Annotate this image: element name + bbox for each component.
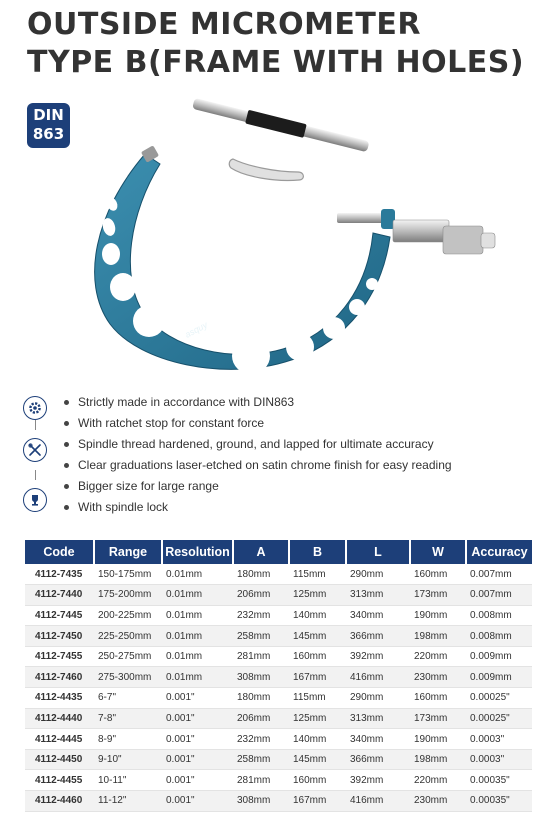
table-cell: 308mm xyxy=(233,667,289,688)
table-cell: 4112-7435 xyxy=(25,564,94,585)
table-cell: 275-300mm xyxy=(94,667,162,688)
setting-standard-rod xyxy=(192,96,370,153)
table-cell: 140mm xyxy=(289,605,346,626)
table-cell: 4112-7450 xyxy=(25,626,94,647)
feature-item: With ratchet stop for constant force xyxy=(64,413,452,434)
table-cell: 8-9" xyxy=(94,729,162,750)
table-cell: 290mm xyxy=(346,564,410,585)
table-cell: 160mm xyxy=(289,646,346,667)
table-cell: 230mm xyxy=(410,791,466,812)
table-cell: 392mm xyxy=(346,770,410,791)
table-cell: 145mm xyxy=(289,626,346,647)
table-cell: 0.001" xyxy=(162,708,233,729)
table-cell: 0.01mm xyxy=(162,564,233,585)
table-row xyxy=(25,688,532,709)
table-cell: 125mm xyxy=(289,585,346,606)
table-cell: 10-11" xyxy=(94,770,162,791)
c-frame xyxy=(95,154,390,369)
table-cell: 220mm xyxy=(410,770,466,791)
table-row xyxy=(25,749,532,770)
table-row xyxy=(25,585,532,606)
header-code: Code xyxy=(25,540,94,564)
table-cell: 392mm xyxy=(346,646,410,667)
table-cell: 190mm xyxy=(410,605,466,626)
feature-item: Clear graduations laser-etched on satin chrome finish for easy reading xyxy=(64,455,452,476)
table-cell: 0.00025" xyxy=(466,688,532,709)
spec-table xyxy=(25,540,532,812)
table-row xyxy=(25,770,532,791)
table-cell: 225-250mm xyxy=(94,626,162,647)
din-badge-line-1: DIN xyxy=(33,106,64,124)
table-cell: 0.01mm xyxy=(162,667,233,688)
table-cell: 167mm xyxy=(289,667,346,688)
feature-item: Strictly made in accordance with DIN863 xyxy=(64,392,452,413)
table-cell: 0.001" xyxy=(162,729,233,750)
table-row xyxy=(25,791,532,812)
spanner-wrench xyxy=(229,159,303,180)
table-cell: 4112-7445 xyxy=(25,605,94,626)
feature-item: Bigger size for large range xyxy=(64,476,452,497)
table-cell: 366mm xyxy=(346,749,410,770)
table-cell: 230mm xyxy=(410,667,466,688)
table-cell: 0.00035" xyxy=(466,770,532,791)
header-range: Range xyxy=(94,540,162,564)
table-cell: 206mm xyxy=(233,585,289,606)
table-cell: 232mm xyxy=(233,605,289,626)
sleeve xyxy=(393,220,449,242)
table-cell: 0.0003" xyxy=(466,749,532,770)
thimble xyxy=(443,226,483,254)
table-cell: 4112-4440 xyxy=(25,708,94,729)
din-badge xyxy=(27,103,70,148)
table-cell: 4112-7460 xyxy=(25,667,94,688)
table-cell: 4112-4455 xyxy=(25,770,94,791)
table-cell: 0.001" xyxy=(162,688,233,709)
table-cell: 160mm xyxy=(289,770,346,791)
table-cell: 0.007mm xyxy=(466,564,532,585)
table-cell: 125mm xyxy=(289,708,346,729)
table-row xyxy=(25,626,532,647)
table-cell: 0.009mm xyxy=(466,646,532,667)
table-cell: 0.001" xyxy=(162,749,233,770)
table-row xyxy=(25,646,532,667)
table-cell: 115mm xyxy=(289,564,346,585)
table-row xyxy=(25,667,532,688)
table-cell: 4112-7440 xyxy=(25,585,94,606)
table-cell: 308mm xyxy=(233,791,289,812)
table-row xyxy=(25,605,532,626)
brand-mark: asquy xyxy=(183,319,210,340)
table-cell: 4112-4445 xyxy=(25,729,94,750)
table-cell: 4112-4450 xyxy=(25,749,94,770)
trophy-icon xyxy=(23,488,47,512)
header-w: W xyxy=(410,540,466,564)
table-cell: 220mm xyxy=(410,646,466,667)
header-resolution: Resolution xyxy=(162,540,233,564)
table-cell: 281mm xyxy=(233,770,289,791)
feature-icon-column xyxy=(22,396,48,512)
table-cell: 366mm xyxy=(346,626,410,647)
table-cell: 198mm xyxy=(410,626,466,647)
table-cell: 0.01mm xyxy=(162,646,233,667)
feature-item: With spindle lock xyxy=(64,497,452,518)
table-row xyxy=(25,729,532,750)
table-cell: 0.007mm xyxy=(466,585,532,606)
table-cell: 0.001" xyxy=(162,791,233,812)
feature-item: Spindle thread hardened, ground, and lapped for ultimate accuracy xyxy=(64,434,452,455)
header-b: B xyxy=(289,540,346,564)
table-cell: 160mm xyxy=(410,564,466,585)
table-cell: 232mm xyxy=(233,729,289,750)
header-a: A xyxy=(233,540,289,564)
title-line-2: TYPE B(FRAME WITH HOLES) xyxy=(27,45,525,80)
table-cell: 160mm xyxy=(410,688,466,709)
table-cell: 0.009mm xyxy=(466,667,532,688)
table-cell: 6-7" xyxy=(94,688,162,709)
title-line-1: OUTSIDE MICROMETER xyxy=(27,7,421,42)
table-cell: 4112-4460 xyxy=(25,791,94,812)
table-cell: 4112-7455 xyxy=(25,646,94,667)
table-cell: 173mm xyxy=(410,708,466,729)
table-cell: 180mm xyxy=(233,564,289,585)
table-cell: 416mm xyxy=(346,791,410,812)
table-cell: 140mm xyxy=(289,729,346,750)
table-cell: 200-225mm xyxy=(94,605,162,626)
feature-list xyxy=(64,392,452,518)
table-cell: 416mm xyxy=(346,667,410,688)
table-cell: 290mm xyxy=(346,688,410,709)
table-cell: 206mm xyxy=(233,708,289,729)
table-cell: 340mm xyxy=(346,605,410,626)
table-cell: 0.01mm xyxy=(162,585,233,606)
table-cell: 11-12" xyxy=(94,791,162,812)
table-cell: 167mm xyxy=(289,791,346,812)
table-cell: 180mm xyxy=(233,688,289,709)
table-cell: 173mm xyxy=(410,585,466,606)
din-badge-line-2: 863 xyxy=(32,125,65,143)
table-cell: 9-10" xyxy=(94,749,162,770)
table-body xyxy=(25,564,532,811)
table-cell: 0.00025" xyxy=(466,708,532,729)
table-cell: 7-8" xyxy=(94,708,162,729)
table-header-row xyxy=(25,540,532,564)
table-cell: 0.008mm xyxy=(466,626,532,647)
table-cell: 0.01mm xyxy=(162,626,233,647)
table-cell: 4112-4435 xyxy=(25,688,94,709)
table-cell: 0.008mm xyxy=(466,605,532,626)
table-cell: 198mm xyxy=(410,749,466,770)
table-cell: 0.00035" xyxy=(466,791,532,812)
table-cell: 150-175mm xyxy=(94,564,162,585)
table-row xyxy=(25,564,532,585)
table-cell: 0.01mm xyxy=(162,605,233,626)
table-cell: 0.001" xyxy=(162,770,233,791)
gear-icon xyxy=(23,396,47,420)
table-cell: 281mm xyxy=(233,646,289,667)
table-cell: 0.0003" xyxy=(466,729,532,750)
tools-icon xyxy=(23,438,47,462)
spindle xyxy=(337,213,385,223)
table-cell: 250-275mm xyxy=(94,646,162,667)
header-accuracy: Accuracy xyxy=(466,540,532,564)
ratchet xyxy=(481,233,495,248)
table-cell: 340mm xyxy=(346,729,410,750)
table-cell: 313mm xyxy=(346,585,410,606)
page-title xyxy=(27,6,547,82)
table-cell: 313mm xyxy=(346,708,410,729)
table-cell: 175-200mm xyxy=(94,585,162,606)
table-cell: 190mm xyxy=(410,729,466,750)
micrometer-image xyxy=(85,92,505,392)
table-cell: 258mm xyxy=(233,626,289,647)
table-cell: 115mm xyxy=(289,688,346,709)
feature-section xyxy=(22,392,542,520)
table-cell: 258mm xyxy=(233,749,289,770)
table-cell: 145mm xyxy=(289,749,346,770)
header-l: L xyxy=(346,540,410,564)
table-row xyxy=(25,708,532,729)
